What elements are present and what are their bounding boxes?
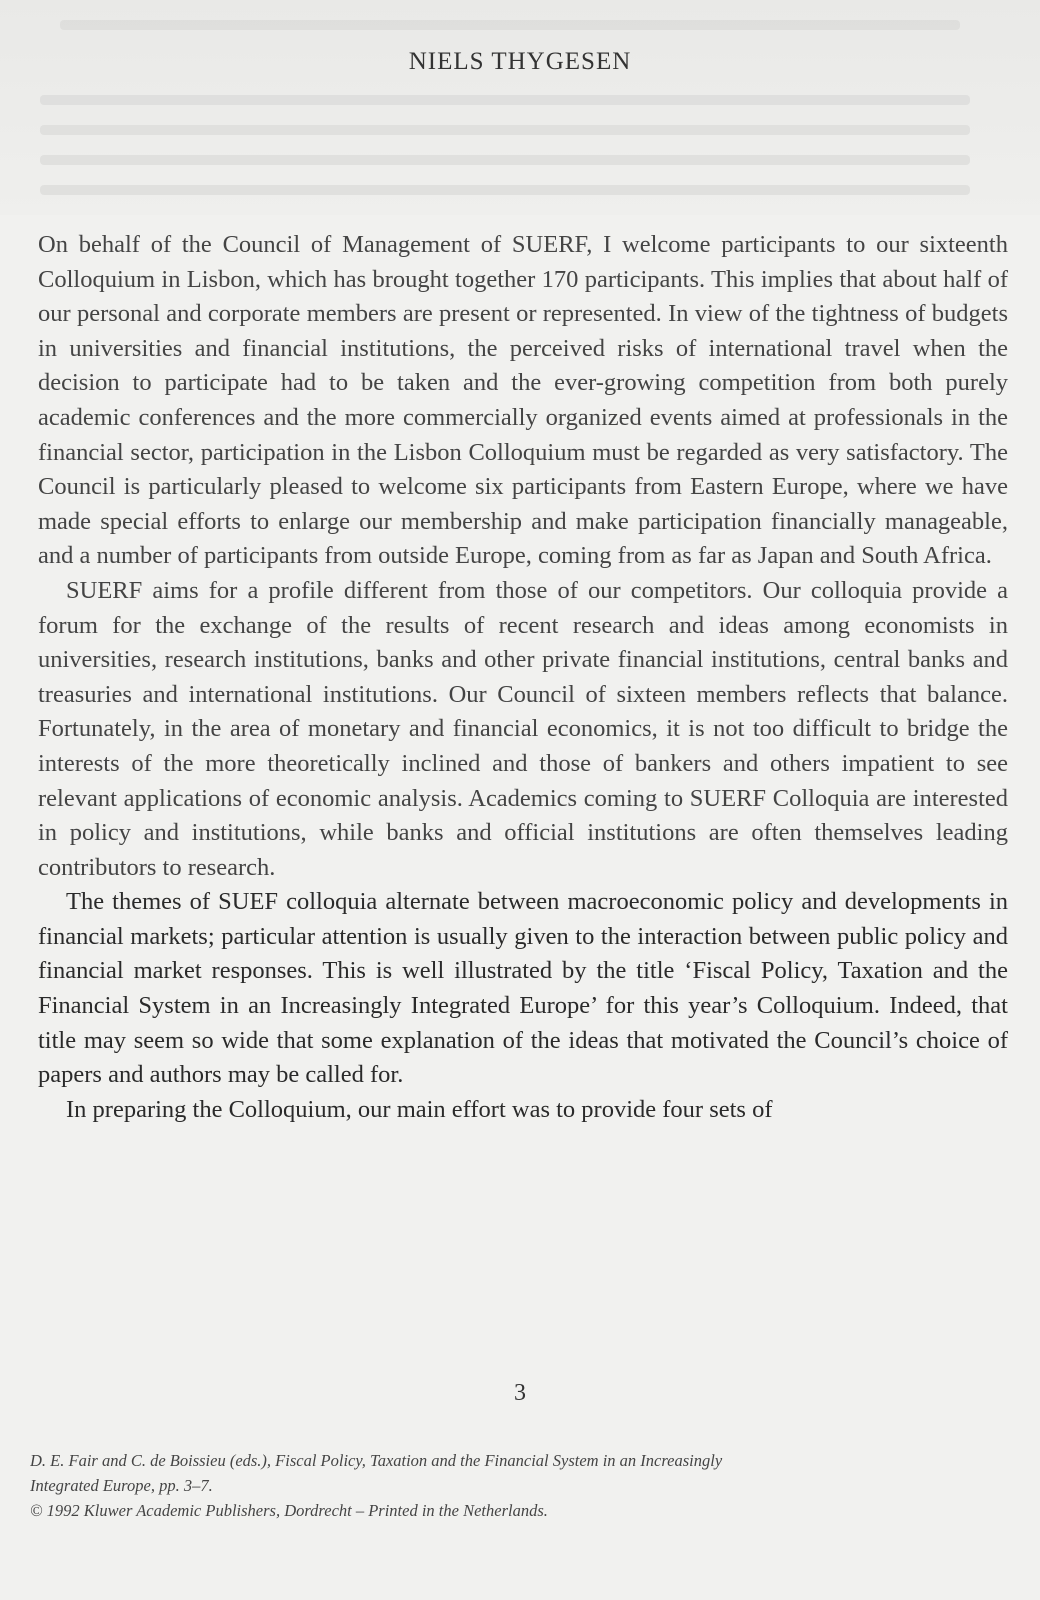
previous-page-bleed-through: [0, 0, 1040, 215]
paragraph-2: SUERF aims for a profile different from those of our competitors. Our colloquia provide a forum for the exchange of the results of recent research and ideas among economists in universities, research institutions, banks and other private financial institutions, central banks and treasuries and international institutions. Our Council of sixteen members reflects that balance. Fortunately, in the area of monetary and financial economics, it is not too difficult to bridge the interests of the more theoretically inclined and those of bankers and others impatient to see relevant applications of economic analysis. Academics coming to SUERF Colloquia are interested in policy and institutions, while banks and official institutions are often themselves leading contributors to research.: [38, 576, 1008, 881]
body-text: [38, 228, 1008, 1127]
footer-citation: [30, 1448, 1030, 1523]
footer-copyright: © 1992 Kluwer Academic Publishers, Dordrecht – Printed in the Netherlands.: [30, 1501, 548, 1520]
paragraph-3: The themes of SUEF colloquia alternate between macroeconomic policy and developments in financial markets; particular attention is usually given to the interaction between public policy and financial market responses. This is well illustrated by the title ‘Fiscal Policy, Taxation and the Financial System in an Increasingly Integrated Europe’ for this year’s Colloquium. Indeed, that title may seem so wide that some explanation of the ideas that motivated the Council’s choice of papers and authors may be called for.: [38, 888, 1008, 1089]
paragraph-4: In preparing the Colloquium, our main effort was to provide four sets of: [66, 1095, 773, 1123]
footer-line-2: Integrated Europe, pp. 3–7.: [30, 1476, 213, 1495]
footer-line-1: D. E. Fair and C. de Boissieu (eds.), Fiscal Policy, Taxation and the Financial System in an Increasingly: [30, 1451, 723, 1470]
running-header-author: NIELS THYGESEN: [408, 48, 632, 75]
page-number: 3: [514, 1380, 526, 1406]
paragraph-1: On behalf of the Council of Management of SUERF, I welcome participants to our sixteenth Colloquium in Lisbon, which has brought together 170 participants. This implies that about half of our personal and corporate members are present or represented. In view of the tightness of budgets in universities and financial institutions, the perceived risks of international travel when the decision to participate had to be taken and the ever-growing competition from both purely academic conferences and the more commercially organized events aimed at professionals in the financial sector, participation in the Lisbon Colloquium must be regarded as very satisfactory. The Council is particularly pleased to welcome six participants from Eastern Europe, where we have made special efforts to enlarge our membership and make participation financially manageable, and a number of participants from outside Europe, coming from as far as Japan and South Africa.: [38, 231, 1008, 570]
